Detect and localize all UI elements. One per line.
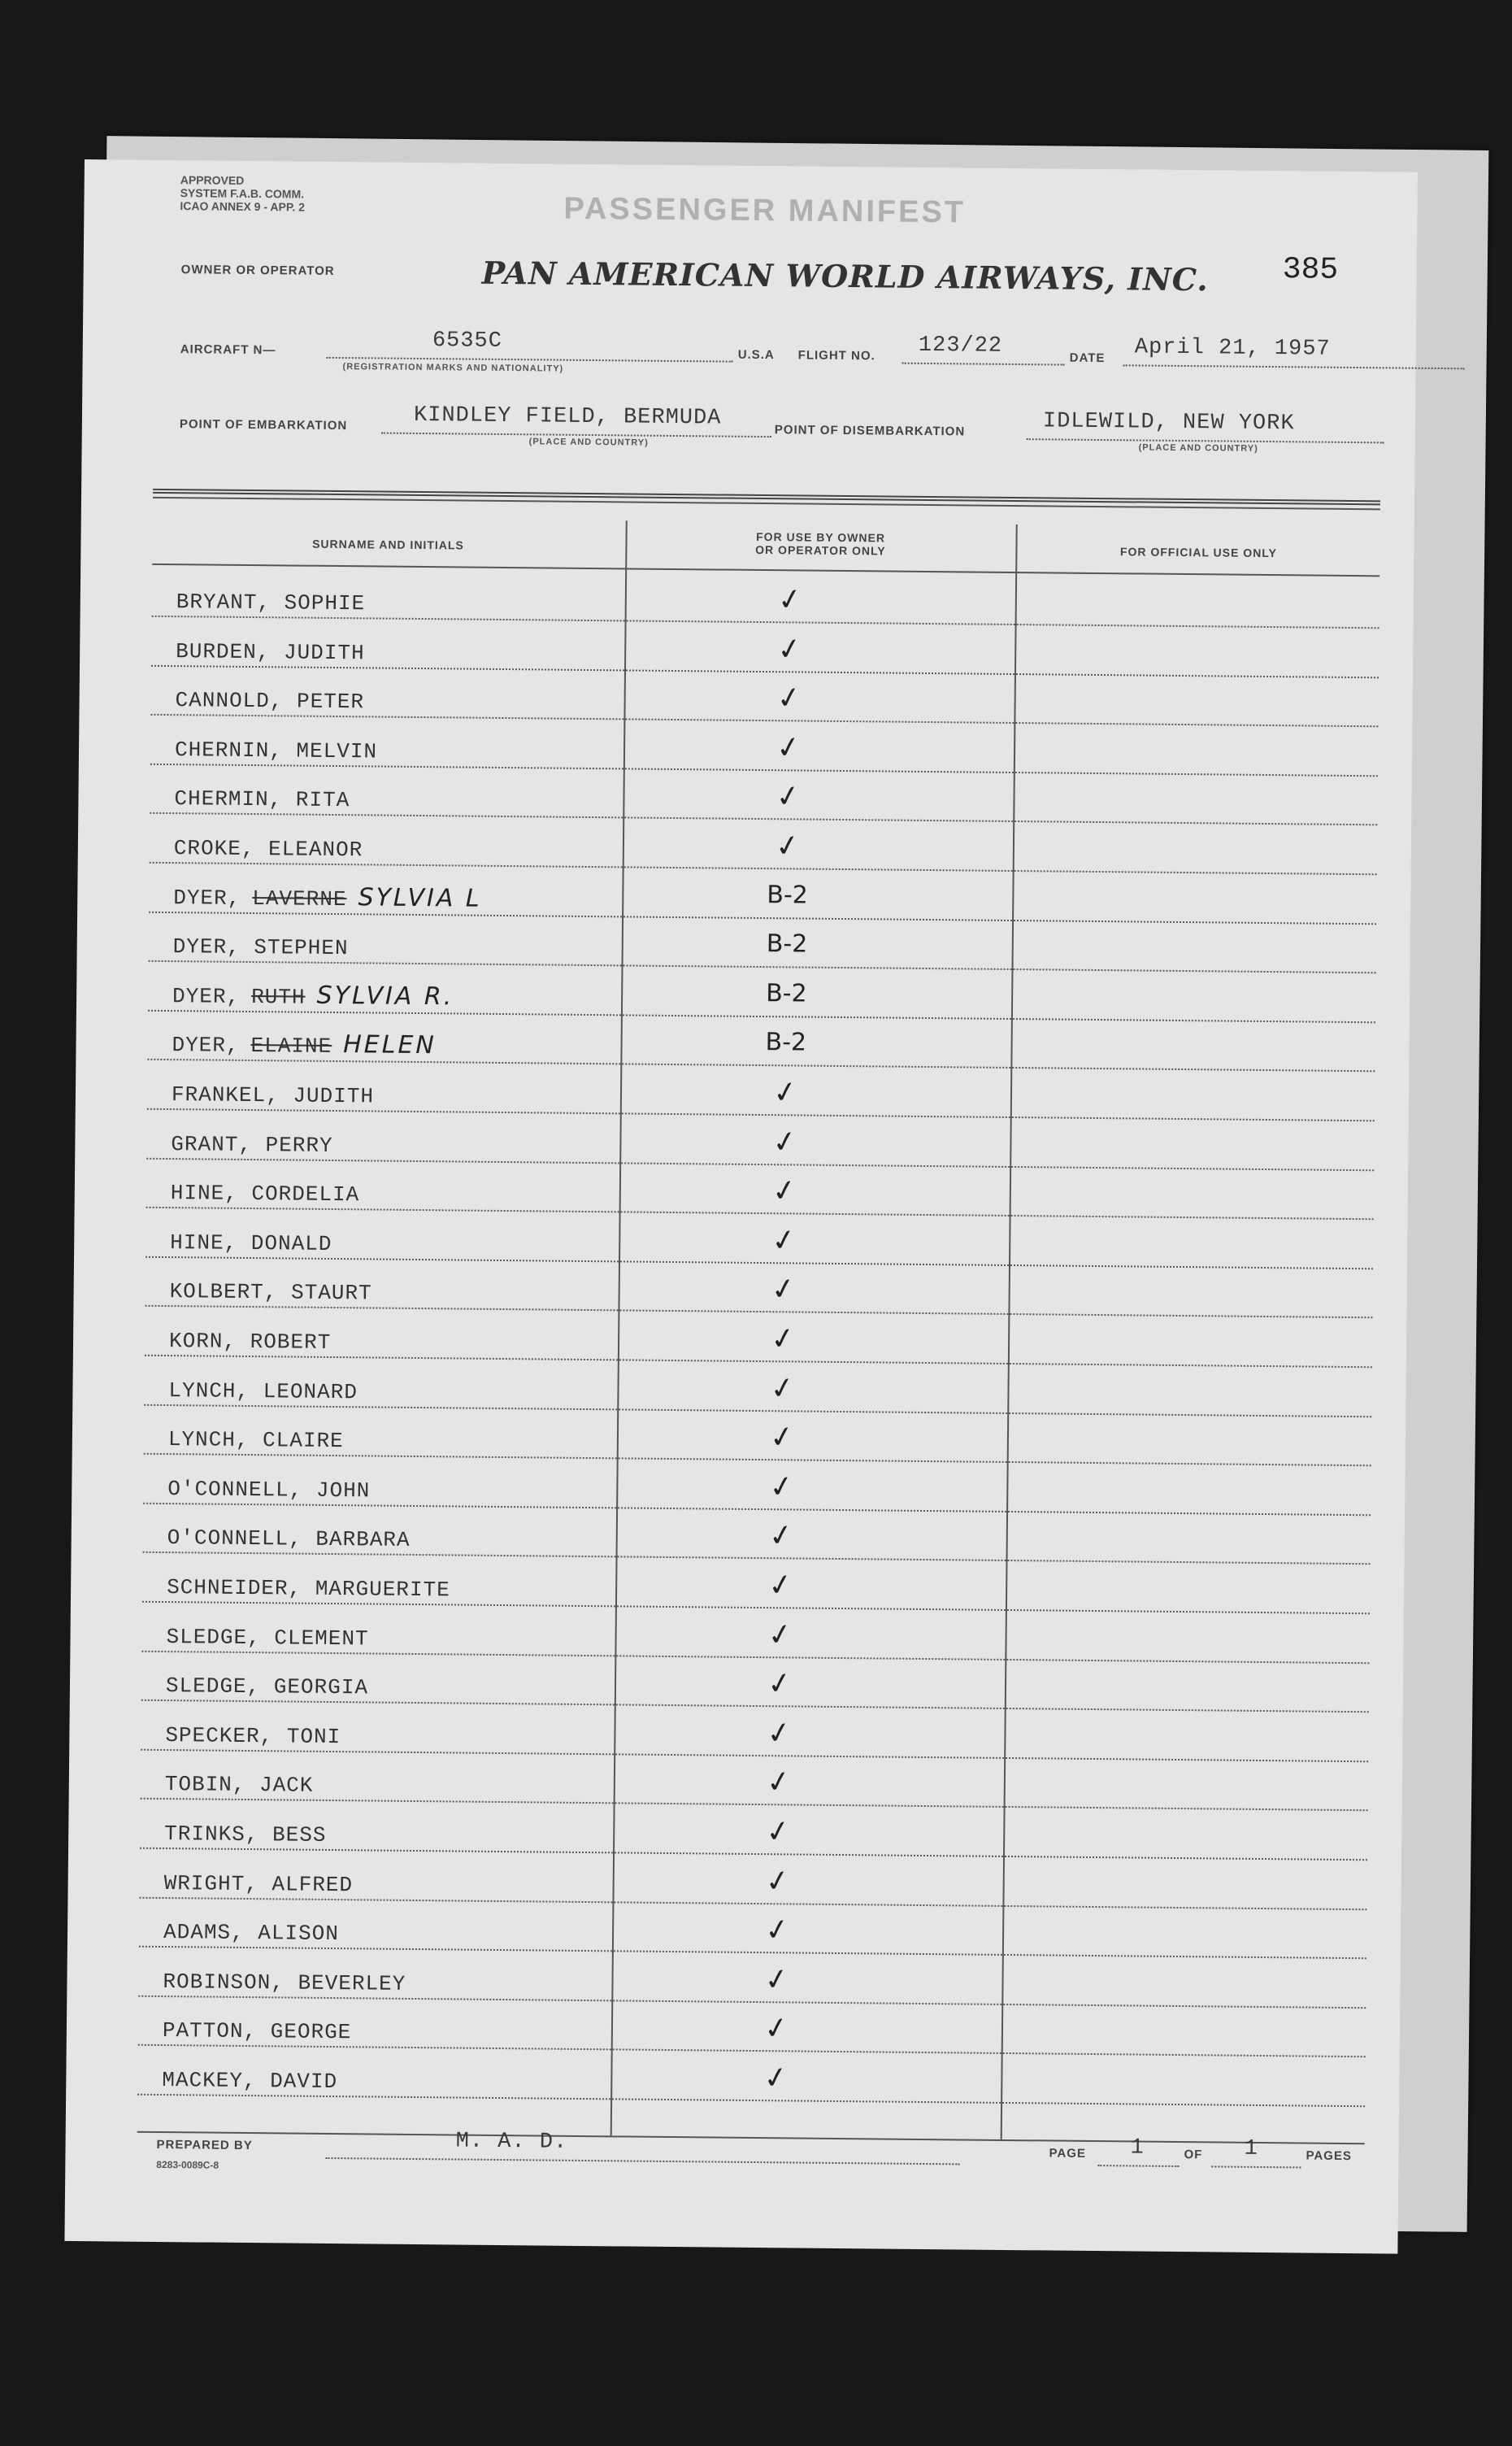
passenger-name-typed: CROKE, ELEANOR [173, 836, 363, 863]
passenger-name [164, 1821, 327, 1848]
flight-label: FLIGHT NO. [797, 348, 875, 363]
passenger-name-typed: ROBINSON, BEVERLEY [163, 1969, 406, 1996]
passenger-name-typed: SLEDGE, CLEMENT [166, 1624, 369, 1652]
passenger-name-typed: PATTON, GEORGE [162, 2018, 352, 2045]
page-label: PAGE [1049, 2146, 1087, 2161]
of-label: OF [1184, 2148, 1203, 2162]
disembarkation-value: IDLEWILD, NEW YORK [1042, 409, 1295, 437]
col-owner-use [627, 529, 1014, 559]
approval-line: APPROVED [180, 173, 245, 187]
passenger-name [164, 1871, 354, 1897]
page-value: 1 [1130, 2135, 1145, 2161]
passenger-name-typed: GRANT, PERRY [171, 1131, 333, 1158]
passenger-name [176, 639, 365, 665]
date-field [1123, 337, 1465, 369]
check-mark-icon: ✓ [761, 2010, 792, 2048]
passenger-name [173, 881, 482, 913]
handwritten-given-name: SYLVIA R. [316, 981, 454, 1012]
passenger-name-typed: DYER, [172, 1033, 240, 1059]
prepared-by-field [325, 2130, 959, 2165]
passenger-name [167, 1575, 450, 1602]
passenger-name [163, 2018, 352, 2044]
passenger-name [175, 688, 364, 714]
check-mark-icon: ✓ [764, 1665, 795, 1703]
passenger-name [166, 1673, 368, 1700]
check-mark-icon: ✓ [769, 1221, 799, 1260]
handwritten-given-name: HELEN [343, 1030, 437, 1060]
passenger-name-typed: LYNCH, LEONARD [168, 1378, 358, 1404]
check-mark-icon: ✓ [762, 1912, 793, 1949]
passenger-name [167, 1477, 370, 1503]
passenger-name-typed: WRIGHT, ALFRED [163, 1870, 354, 1897]
check-mark-icon: ✓ [761, 2060, 791, 2097]
check-mark-icon: ✓ [770, 1123, 800, 1161]
passenger-name-typed: CHERNIN, MELVIN [174, 737, 378, 764]
col-owner-use-line2: OR OPERATOR ONLY [755, 542, 886, 558]
col-surname: SURNAME AND INITIALS [312, 537, 464, 552]
embarkation-field [381, 405, 771, 438]
check-mark-icon: ✓ [775, 581, 806, 619]
check-mark-icon: ✓ [772, 828, 803, 865]
check-mark-icon: ✓ [773, 778, 803, 816]
handwritten-code: B-2 [765, 1028, 807, 1057]
handwritten-given-name: SYLVIA L [358, 882, 482, 913]
col-official: FOR OFFICIAL USE ONLY [1119, 545, 1277, 560]
check-mark-icon: ✓ [763, 1862, 793, 1900]
embark-place-note: (PLACE AND COUNTRY) [528, 437, 649, 448]
passenger-name-typed: DYER, STEPHEN [172, 934, 349, 961]
of-value: 1 [1244, 2136, 1258, 2161]
passenger-name [172, 1029, 437, 1060]
embarkation-value: KINDLEY FIELD, BERMUDA [413, 403, 722, 431]
form-number: 8283-0089C-8 [156, 2158, 219, 2171]
passenger-name [165, 1723, 341, 1749]
disembark-place-note: (PLACE AND COUNTRY) [1138, 442, 1258, 454]
table-row [137, 2045, 1366, 2107]
passenger-name [176, 590, 366, 616]
disembarkation-field [1027, 411, 1384, 443]
passenger-name [170, 1230, 332, 1256]
check-mark-icon: ✓ [767, 1321, 798, 1358]
passenger-name-typed: ADAMS, ALISON [163, 1920, 340, 1947]
prepared-by-label: PREPARED BY [156, 2137, 253, 2153]
passenger-name-typed: KORN, ROBERT [168, 1329, 332, 1355]
aircraft-label: AIRCRAFT N— [180, 342, 276, 358]
passenger-name [162, 2068, 337, 2094]
passenger-name-typed: TOBIN, JACK [164, 1772, 314, 1799]
passenger-name [163, 1920, 339, 1946]
handwritten-code: B-2 [766, 929, 808, 959]
operator-name: PAN AMERICAN WORLD AIRWAYS, INC. [481, 254, 1209, 298]
check-mark-icon: ✓ [766, 1567, 796, 1604]
struck-given-name: ELAINE [250, 1034, 332, 1060]
passenger-name-typed: CANNOLD, PETER [175, 688, 365, 715]
passenger-name-typed: HINE, CORDELIA [170, 1181, 360, 1208]
flight-field [902, 335, 1065, 366]
passenger-name-typed: TRINKS, BESS [164, 1821, 327, 1848]
manifest-page [64, 159, 1417, 2254]
passenger-name [163, 1969, 406, 1996]
approval-line: SYSTEM F.A.B. COMM. [180, 186, 305, 201]
check-mark-icon: ✓ [762, 1961, 792, 1999]
passenger-name [168, 1378, 358, 1404]
passenger-name-typed: DYER, [172, 983, 241, 1009]
passenger-name-typed: LYNCH, CLAIRE [167, 1427, 344, 1454]
passenger-name [173, 934, 349, 960]
check-mark-icon: ✓ [764, 1714, 794, 1752]
struck-given-name: RUTH [250, 984, 306, 1010]
prepared-by-value: M. A. D. [455, 2129, 568, 2155]
passenger-name [169, 1329, 332, 1355]
owner-label: OWNER OR OPERATOR [180, 263, 335, 278]
nationality: U.S.A [737, 347, 775, 363]
check-mark-icon: ✓ [765, 1616, 795, 1654]
passenger-name-typed: CHERMIN, RITA [174, 786, 350, 813]
handwritten-code: B-2 [767, 880, 809, 910]
col-owner-use-line1: FOR USE BY OWNER [756, 529, 886, 545]
passenger-name-typed: DYER, [173, 885, 241, 911]
passenger-name-typed: SPECKER, TONI [165, 1722, 341, 1749]
check-mark-icon: ✓ [769, 1173, 800, 1210]
passenger-name-typed: FRANKEL, JUDITH [171, 1082, 375, 1109]
check-mark-icon: ✓ [774, 680, 805, 717]
pages-label: PAGES [1306, 2148, 1352, 2164]
date-label: DATE [1069, 350, 1106, 366]
passenger-name [172, 1082, 374, 1108]
passenger-name [171, 1181, 360, 1207]
passenger-name [172, 980, 454, 1011]
check-mark-icon: ✓ [768, 1271, 799, 1308]
struck-given-name: LAVERNE [252, 886, 347, 912]
passenger-name [171, 1132, 333, 1158]
check-mark-icon: ✓ [766, 1517, 797, 1555]
passenger-name [166, 1625, 368, 1651]
aircraft-value: 6535C [432, 329, 503, 354]
passenger-name [168, 1427, 344, 1453]
registration-note: (REGISTRATION MARKS AND NATIONALITY) [342, 362, 564, 374]
passenger-name-typed: BRYANT, SOPHIE [176, 590, 366, 616]
check-mark-icon: ✓ [767, 1369, 797, 1408]
check-mark-icon: ✓ [767, 1468, 797, 1506]
check-mark-icon: ✓ [775, 630, 805, 668]
passenger-name-typed: KOLBERT, STAURT [169, 1279, 372, 1306]
passenger-name-typed: O'CONNELL, BARBARA [167, 1525, 411, 1553]
form-title: PASSENGER MANIFEST [563, 191, 967, 230]
passenger-name [174, 836, 363, 862]
embarkation-label: POINT OF EMBARKATION [179, 417, 348, 433]
passenger-name [174, 786, 350, 812]
disembarkation-label: POINT OF DISEMBARKATION [774, 423, 966, 439]
passenger-name [165, 1772, 314, 1798]
aircraft-field [327, 329, 733, 363]
of-field [1211, 2138, 1301, 2168]
approval-stamp [180, 173, 305, 213]
manifest-number: 385 [1282, 252, 1339, 288]
passenger-name-typed: O'CONNELL, JOHN [167, 1476, 371, 1504]
passenger-name-typed: SLEDGE, GEORGIA [165, 1673, 369, 1700]
passenger-name [175, 738, 377, 764]
approval-line: ICAO ANNEX 9 - APP. 2 [180, 199, 306, 214]
page-field [1097, 2137, 1179, 2167]
handwritten-code: B-2 [766, 978, 807, 1008]
flight-value: 123/22 [918, 333, 1003, 359]
passenger-name-typed: MACKEY, DAVID [162, 2068, 338, 2095]
passenger-name [167, 1525, 411, 1552]
check-mark-icon: ✓ [770, 1074, 801, 1112]
check-mark-icon: ✓ [763, 1764, 794, 1801]
check-mark-icon: ✓ [763, 1813, 793, 1851]
passenger-name-typed: SCHNEIDER, MARGUERITE [167, 1575, 450, 1603]
check-mark-icon: ✓ [773, 729, 804, 767]
date-value: April 21, 1957 [1134, 335, 1331, 362]
passenger-name-typed: HINE, DONALD [170, 1230, 332, 1256]
passenger-name [169, 1279, 371, 1305]
passenger-name-typed: BURDEN, JUDITH [176, 638, 365, 665]
check-mark-icon: ✓ [767, 1419, 797, 1456]
